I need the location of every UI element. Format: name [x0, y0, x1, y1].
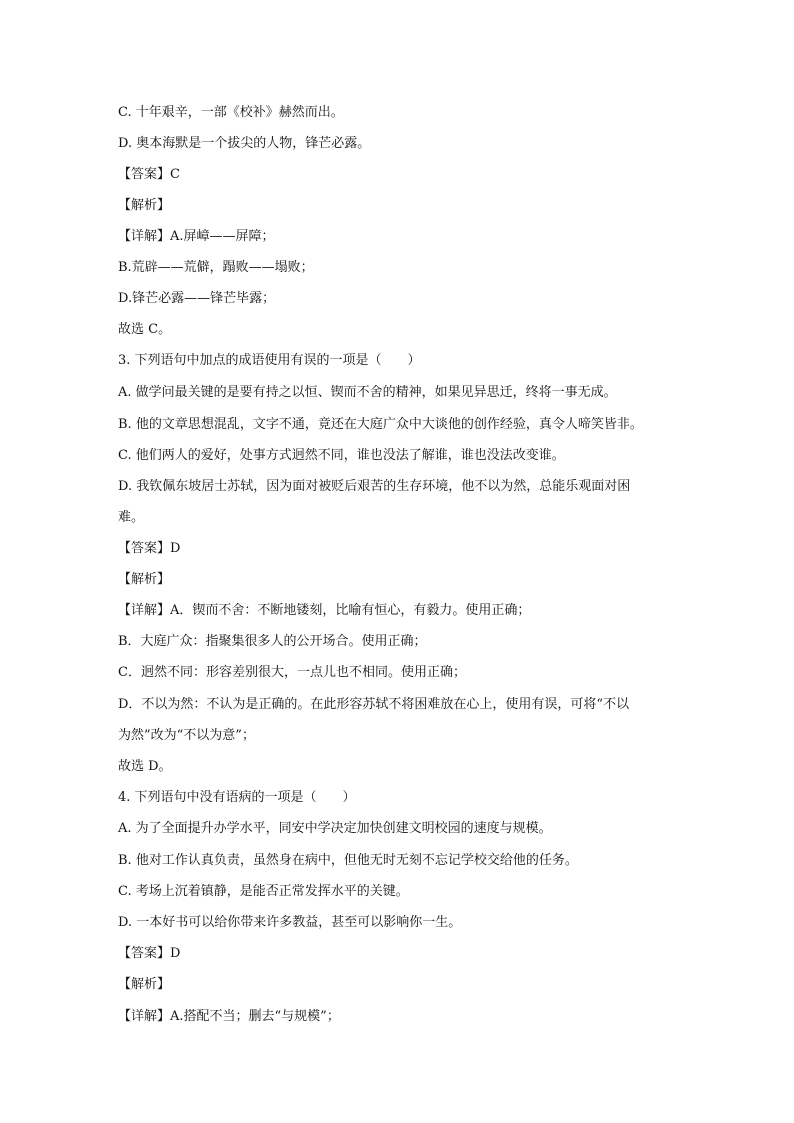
answer-q2: 【答案】C [118, 167, 180, 182]
conclusion-q2: 故选 C。 [118, 322, 172, 337]
conclusion-q3: 故选 D。 [118, 759, 172, 774]
option-d-q2: D. 奥本海默是一个拔尖的人物，锋芒必露。 [118, 136, 371, 151]
detail-q2-line-3: D.锋芒必露——锋芒毕露； [118, 291, 276, 306]
detail-q4-line-1: 【详解】A.搭配不当；删去“与规模”； [118, 1009, 340, 1024]
analysis-heading-q4: 【解析】 [118, 977, 171, 992]
option-a-q3: A. 做学问最关键的是要有持之以恒、锲而不舍的精神，如果见异思迁，终将一事无成。 [118, 385, 617, 400]
answer-q4: 【答案】D [118, 946, 181, 961]
detail-q2-line-1: 【详解】A.屏嶂——屏障； [118, 229, 275, 244]
option-d-q3-cont: 难。 [118, 510, 145, 525]
option-b-q3: B. 他的文章思想混乱，文字不通，竟还在大庭广众中大谈他的创作经验，真令人啼笑皆非。 [118, 417, 643, 432]
question-4: 4. 下列语句中没有语病的一项是（ ） [118, 790, 356, 805]
question-3: 3. 下列语句中加点的成语使用有误的一项是（ ） [118, 353, 421, 368]
detail-q3-line-4: D．不以为然：不认为是正确的。在此形容苏轼不将困难放在心上，使用有误，可将“不以 [118, 697, 630, 712]
option-b-q4: B. 他对工作认真负责，虽然身在病中，但他无时无刻不忘记学校交给他的任务。 [118, 853, 578, 868]
option-c-q4: C. 考场上沉着镇静，是能否正常发挥水平的关键。 [118, 884, 409, 899]
option-a-q4: A. 为了全面提升办学水平，同安中学决定加快创建文明校园的速度与规模。 [118, 821, 552, 836]
answer-q3: 【答案】D [118, 541, 181, 556]
option-d-q3: D. 我钦佩东坡居士苏轼，因为面对被贬后艰苦的生存环境，他不以为然，总能乐观面对困 [118, 479, 631, 494]
detail-q3-line-3: C．迥然不同：形容差别很大，一点儿也不相同。使用正确； [118, 665, 466, 680]
detail-q3-line-4-cont: 为然”改为“不以为意”； [118, 728, 255, 743]
option-c-q2: C. 十年艰辛，一部《校补》赫然而出。 [118, 105, 344, 120]
analysis-heading-q3: 【解析】 [118, 572, 171, 587]
detail-q3-line-2: B．大庭广众：指聚集很多人的公开场合。使用正确； [118, 634, 427, 649]
detail-q2-line-2: B.荒辟——荒僻，蹋败——塌败； [118, 260, 314, 275]
option-d-q4: D. 一本好书可以给你带来许多教益，甚至可以影响你一生。 [118, 915, 462, 930]
analysis-heading-q2: 【解析】 [118, 198, 171, 213]
detail-q3-line-1: 【详解】A．锲而不舍：不断地镂刻，比喻有恒心，有毅力。使用正确； [118, 603, 531, 618]
option-c-q3: C. 他们两人的爱好，处事方式迥然不同，谁也没法了解谁，谁也没法改变谁。 [118, 448, 565, 463]
